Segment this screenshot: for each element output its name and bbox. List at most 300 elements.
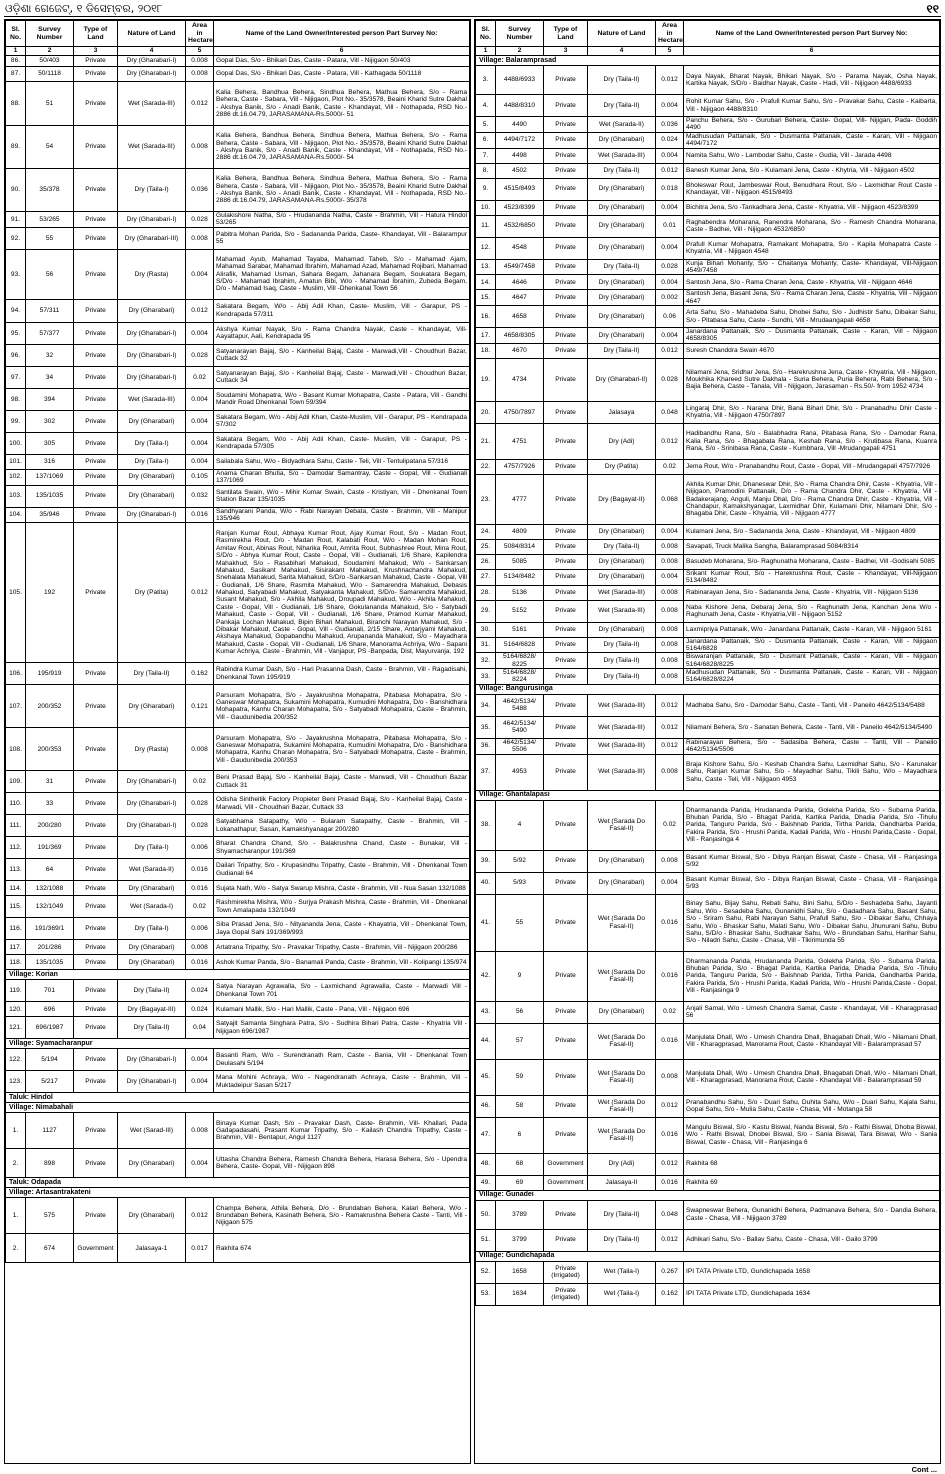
table-row [476,850,940,872]
survey-number-cell: 64 [26,859,74,881]
sl-cell: 88. [6,82,26,126]
area-cell: 0.016 [656,1175,684,1190]
column-number-row [476,47,940,56]
survey-number-cell: 50/1118 [26,67,74,82]
survey-number-cell: 4515/8493 [496,178,544,200]
land-nature-cell: Dry (Taila-I) [118,169,186,212]
table-row [6,432,470,454]
table-row [476,1175,940,1190]
sl-cell: 24. [476,524,496,539]
table-row [6,1113,470,1149]
owner-cell: Basant Kumar Biswal, S/o - Dibya Ranjan Biswal, Caste - Chasa, Vill - Ranjasinga 5/93 [684,872,940,894]
table-row [476,163,940,178]
table-row [476,1200,940,1229]
village-heading: Village: Artasantrakateni [6,1188,470,1198]
land-type-cell: Private [74,410,118,432]
sl-cell: 90. [6,169,26,212]
sl-cell: 43. [476,1001,496,1023]
owner-cell: Satyabhama Satapathy, W/o - Bularam Satapathy, Caste - Brahmin, Vill - Lokanathapur, Sasan, Kamakshyanagar 200/280 [214,815,470,837]
table-body-left [6,56,470,1263]
land-type-cell: Private [544,951,588,1001]
owner-cell: Bichitra Jena, S/o -Tankadhara Jena, Caste - Khyatria, Vill - Nijigaon 4523/8399 [684,200,940,215]
area-cell: 0.008 [186,56,214,67]
land-type-cell: Private [74,940,118,955]
land-nature-cell: Dry (Taila-II) [588,669,656,685]
table-row [6,227,470,249]
owner-cell: Anjali Samal, W/o - Umesh Chandra Samal, Caste - Khandayat, Vill - Kharagprasad 56 [684,1001,940,1023]
land-nature-cell: Dry (Gharabari) [118,469,186,485]
table-row [6,815,470,837]
survey-number-cell: 5161 [496,622,544,637]
sl-cell: 2. [6,1234,26,1263]
table-row [476,1001,940,1023]
table-row [476,637,940,653]
village-heading-row [476,790,940,800]
owner-cell: Parsuram Mohapatra, S/o - Jayakrushna Mohapatra, Pitabasa Mohapatra, S/o - Ganeswar Mohapatra, Sukamini Mohapatra, Kumudini Mohapatra, D/o - Banshidhara Mohapatra, Kanhu Charan Mohapatra, S/o - Satyabadi Mohapatra, Caste - Brahmin, Vill - Gaudunibedia 200/352 [214,685,470,728]
village-heading: Taluk: Odapada [6,1178,470,1188]
owner-cell: Rabindra Kumar Dash, S/o - Hari Prasanna Dash, Caste - Brahmin, Vill - Ragadisahi, Dhenkanal Town 195/919 [214,663,470,685]
sl-cell: 119. [6,980,26,1002]
survey-number-cell: 5134/8482 [496,569,544,585]
land-type-cell: Private [74,685,118,728]
area-cell: 0.004 [186,1149,214,1178]
survey-number-cell: 58 [496,1095,544,1117]
land-nature-cell: Dry (Gharabari-I) [118,771,186,793]
area-cell: 0.012 [186,82,214,126]
owner-cell: Madhusudan Pattanaik, S/o - Dusmanta Pattanaik, Caste - Karan, Vill - Nijigaon 4494/7172 [684,132,940,148]
col-number: 6 [684,47,940,56]
area-cell: 0.008 [186,67,214,82]
land-type-cell: Private [544,894,588,951]
owner-cell: Champa Behera, Athila Behera, D/o - Brundaban Behera, Kalari Behera, W/o - Brundaban Behera, Kasinath Behera, S/o - Ramakrushna Behera Caste - Tanti, Vill - Nijigaon 575 [214,1198,470,1234]
land-type-cell: Private [544,1229,588,1251]
owner-cell: Binay Sahu, Bijay Sahu, Rebati Sahu, Bini Sahu, S/D/o - Seshadeba Sahu, Jayanti Sahu, W/o - Sesadeba Sahu, Gunanidhi Sahu, S/o - Gadadhara Sahu, Basant Sahu, S/o - Sriram Sahu, Rabi Narayan Sahu, Prafull Sahu, S/o - Dibakar Sahu, Chhaya Sahu, W/o - Bhaskar Sahu, Malati Sahu, W/o - Dibakar Sahu, Jhunurani Sahu, Bubu Sahu, S/D/o - Bhaskar Sahu, Sudhakar Sahu, W/o - Brundaban Sahu, Harihar Sahu, S/o - Niladri Sahu, Caste - Chasa, Vill - Tikirimunda 55 [684,894,940,951]
area-cell: 0.028 [186,793,214,815]
table-row [6,169,470,212]
table-row [6,793,470,815]
land-type-cell: Private [544,800,588,850]
sl-cell: 33. [476,669,496,685]
owner-cell: Artatrana Tripathy, S/o - Pravakar Tripathy, Caste - Brahmin, Vill - Nijigaon 200/286 [214,940,470,955]
sl-cell: 36. [476,738,496,754]
village-heading: Taluk: Hindol [6,1093,470,1103]
table-row [476,1153,940,1175]
area-cell: 0.008 [656,622,684,637]
land-nature-cell: Dry (Taila-II) [588,66,656,95]
owner-cell: Prafull Kumar Mohapatra, Ramakant Mohapatra, S/o - Kapila Mohapatra Caste - Khyatria, Vill - Nijigaon 4548 [684,237,940,259]
sl-cell: 113. [6,859,26,881]
sl-cell: 114. [6,881,26,896]
header-area: Area in Hectare [186,21,214,47]
land-type-cell: Private [544,275,588,290]
col-number: 4 [588,47,656,56]
survey-number-cell: 34 [26,366,74,388]
sl-cell: 16. [476,306,496,328]
table-row [476,200,940,215]
land-type-cell: Private [544,600,588,622]
table-row [476,259,940,275]
area-cell: 0.004 [186,388,214,410]
owner-cell: Mangulu Biswal, S/o - Kastu Biswal, Nanda Biswal, S/o - Rathi Biswal, Dhoba Biswal, W/o - Rathi Biswal, Dhobei Biswal, S/o - Sania Biswal, Tara Biswal, W/o - Sania Biswal, Caste - Chasa, Vill - Ranjasinga 6 [684,1117,940,1153]
owner-cell: Rohit Kumar Sahu, S/o - Prafull Kumar Sahu, S/o - Pravakar Sahu, Caste - Kaibarta, Vill - Nijigaon 4488/8310 [684,95,940,117]
table-row [476,951,940,1001]
owner-cell: Dharmananda Parida, Hrudananda Parida, Golekha Parida, S/o - Subarna Parida, Bhuban Parida, S/o - Bhagat Parida, Kartika Parida, Dhadia Parida, S/o -Tihulu Parida, Tanguru Parida, S/o - Baishnab Parida, Tirtha Parida, Gandharba Parida, Fakira Parida, S/o - Hrushi Parida, Kadali Parida, W/o - Hrushi Parida,Caste - Gopal, Vill - Ranjasinga 4 [684,800,940,850]
land-type-cell: Private [74,1071,118,1093]
owner-cell: Sakatara Begam, W/o - Abij Adil Khan, Caste- Muslim, Vill - Garapur, PS - Kendrapada 57/311 [214,299,470,322]
survey-number-cell: 9 [496,951,544,1001]
land-nature-cell: Dry (Gharabari) [118,485,186,507]
sl-cell: 25. [476,539,496,554]
land-nature-cell: Dry (Adi) [588,1153,656,1175]
land-type-cell: Private [74,322,118,344]
survey-number-cell: 5164/6828/ 8224 [496,669,544,685]
land-nature-cell: Dry (Patita) [588,459,656,474]
land-nature-cell: Wet (Sarada-II) [118,859,186,881]
land-nature-cell: Wet (Sarada-III) [588,585,656,600]
land-type-cell: Private [544,163,588,178]
land-nature-cell: Wet (Sarada Do Fasal-II) [588,1095,656,1117]
table-row [6,1149,470,1178]
table-row [6,1234,470,1263]
land-table-left [5,20,470,1263]
table-row [476,1229,940,1251]
table-row [6,955,470,970]
owner-cell: Gopal Das, S/o - Bhikari Das, Caste - Patara, Vill - Kathagada 50/1118 [214,67,470,82]
survey-number-cell: 1634 [496,1283,544,1305]
area-cell: 0.004 [186,322,214,344]
sl-cell: 49. [476,1175,496,1190]
area-cell: 0.012 [656,423,684,459]
col-number: 5 [186,47,214,56]
survey-number-cell: 51 [26,82,74,126]
village-heading-row [6,1188,470,1198]
continued-note: Cont ... [911,1465,937,1474]
header-owner: Name of the Land Owner/Interested person Part Survey No: [684,21,940,47]
land-type-cell: Private [544,178,588,200]
sl-cell: 115. [6,896,26,918]
survey-number-cell: 137/1069 [26,469,74,485]
survey-number-cell: 3789 [496,1200,544,1229]
land-type-cell: Private [544,872,588,894]
area-cell: 0.008 [186,728,214,771]
owner-cell: Santilata Swain, W/o - Mihir Kumar Swain, Caste - Kristiyan, Vill - Dhenkanal Town Station Bazar 135/1035 [214,485,470,507]
sl-cell: 123. [6,1071,26,1093]
owner-cell: Janardana Pattanaik, S/o - Dusmanta Pattanaik, Caste - Karan, Vill - Nijigaon 4658/8305 [684,328,940,344]
owner-cell: IPI TATA Private LTD, Gundichapada 1658 [684,1261,940,1283]
land-nature-cell: Wet (Sarada Do Fasal-II) [588,1023,656,1059]
land-type-cell: Private [74,815,118,837]
survey-number-cell: 191/369 [26,837,74,859]
land-type-cell: Private [544,148,588,163]
survey-number-cell: 4 [496,800,544,850]
survey-number-cell: 132/1049 [26,896,74,918]
owner-cell: Rakhita 68 [684,1153,940,1175]
area-cell: 0.008 [656,669,684,685]
owner-cell: Banesh Kumar Jena, S/o - Kulamani Jena, Caste - Khytria, Vill - Nijigaon 4502 [684,163,940,178]
land-nature-cell: Dry (Rasta) [118,249,186,299]
land-type-cell: Private [544,1001,588,1023]
village-heading-row [6,970,470,980]
land-nature-cell: Dry (Gharabari) [588,178,656,200]
area-cell: 0.004 [186,410,214,432]
table-row [476,1059,940,1095]
owner-cell: Santosh Jena, S/o - Rama Charan Jena, Caste - Khyatria, Vill - Nijigaon 4646 [684,275,940,290]
land-type-cell: Private [74,469,118,485]
owner-cell: Dharmananda Parida, Hrudananda Parida, Golekha Parida, S/o - Subarna Parida, Bhuban Parida, S/o - Bhagat Parida, Kartika Parida, Dhadia Parida, S/o -Tihulu Parida, Tanguru Parida, S/o - Baishnab Parida, Tirtha Parida, Gandharba Parida, Fakira Parida, S/o - Hrushi Parida, Kadali Parida, W/o - Hrushi Parida,Caste - Gopal, Vill - Ranjasinga 9 [684,951,940,1001]
survey-number-cell: 5136 [496,585,544,600]
header-nature: Nature of Land [118,21,186,47]
land-nature-cell: Dry (Gharabari-I) [118,1049,186,1071]
sl-cell: 12. [476,237,496,259]
land-nature-cell: Dry (Taila-II) [118,663,186,685]
land-type-cell: Private [544,215,588,237]
owner-cell: Suresh Chanddra Swain 4670 [684,343,940,358]
land-nature-cell: Wet (Sarada-III) [588,148,656,163]
land-nature-cell: Dry (Gharabari) [588,872,656,894]
owner-cell: Anama Charan Bhutia, S/o - Damodar Samantray, Caste - Gopal, Vill - Gudianali 137/1069 [214,469,470,485]
village-heading-row [6,1103,470,1113]
gazette-title: ଓଡ଼ିଶା ଗେଜେଟ୍, ୧ ଡିସେମ୍ବର, ୨୦୧୮ [5,2,163,15]
survey-number-cell: 68 [496,1153,544,1175]
land-nature-cell: Dry (Taila-I) [118,454,186,469]
area-cell: 0.017 [186,1234,214,1263]
table-row [476,358,940,401]
table-row [476,1095,940,1117]
land-nature-cell: Dry (Gharabari) [118,685,186,728]
land-nature-cell: Dry (Taila-I) [118,918,186,940]
sl-cell: 13. [476,259,496,275]
survey-number-cell: 56 [26,249,74,299]
survey-number-cell: 575 [26,1198,74,1234]
land-nature-cell: Dry (Gharabari-I) [118,322,186,344]
land-nature-cell: Dry (Gharabari) [588,622,656,637]
sl-cell: 40. [476,872,496,894]
survey-number-cell: 54 [26,126,74,169]
land-type-cell: Private [74,388,118,410]
owner-cell: Ranjan Kumar Rout, Abhaya Kumar Rout, Ajay Kumar Rout, S/o - Madan Rout, Rasmirekha Rout, D/o - Madan Rout, Kalabati Rout, W/o - Madan Mohan Rout, Amitav Rout, Abinas Rout, Niharika Rout, Amrita Rout, Subhashree Rout, Mina Rout, S/D/o - Abhya Kumar Rout, Caste - Gopal, Vill - Gudianali, 1/6 Share, Kapilendra Mahakhud, S/o - Rasabihari Mahakud, Soudamini Mahakud, W/o - Sankarsan Mahakud, Sasikant Mahakud, Sisirakant Mahakud, Krushnachandra Mahakud, Snehalata Mahakud, Sarita Mahakud, S/D/o -Sankarsan Mahakud, Caste - Gopal, Vill - Gudianali, 1/6 Share, Rasmita Mahakud, W/o - Samarendra Mahakud, Debasis Mahakud, Satyabadi Mahakud, Satyakanta Mahakud, S/D/o- Samarendra Mahakud, Susant Mahakud, S/o - Akhila Mahakud, Droupadi Mahakud, W/o - Akhila Mahakud, Caste - Gopal, Vill - Gudianali, 1/6 Share, Gokulananda Mahakud, S/o - Satybadi Mahakud, Caste - Gopal, Vill - Gudianali, 1/6 Share, Pramod Kumar Mahakud, Pankaja Lochan Mahakud, Bipin Bihari Mahakud, Biranchi Narayan Mahakud, S/o - Dibakar Mahakud, Caste - Gopal, Vill - Gudianali, 2/15 Share, Antarjyami Mahakud, Akshaya Mahakud, Gopabandhu Mahakud, Arupananda Mahakud, S/o - Mayadhara Mahakud, Caste - Gopal, Vill - Gudianali, 1/6 Share, Manorama Achriya, W/o - Sapani Kumar Achriya, Caste - Brahmin, Vill - Vanjapur, PS -Banpada, Dist, Mayurvanja. 192 [214,523,470,663]
survey-number-cell: 4488/6933 [496,66,544,95]
land-type-cell: Private [74,1113,118,1149]
land-type-cell: Private [544,423,588,459]
survey-number-cell: 5152 [496,600,544,622]
sl-cell: 118. [6,955,26,970]
area-cell: 0.012 [656,1229,684,1251]
table-row [6,1049,470,1071]
land-type-cell: Private [74,728,118,771]
table-row [476,423,940,459]
land-nature-cell: Dry (Gharabari) [588,275,656,290]
owner-cell: Madhaba Sahu, S/o - Damodar Sahu, Caste - Tanti, Vill - Paneilo 4642/5134/5488 [684,694,940,716]
sl-cell: 38. [476,800,496,850]
sl-cell: 116. [6,918,26,940]
survey-number-cell: 1658 [496,1261,544,1283]
area-cell: 0.012 [656,1095,684,1117]
survey-number-cell: 135/1035 [26,955,74,970]
owner-cell: Rakhita 69 [684,1175,940,1190]
area-cell: 0.02 [186,366,214,388]
area-cell: 0.012 [656,738,684,754]
sl-cell: 94. [6,299,26,322]
area-cell: 0.004 [186,1071,214,1093]
sl-cell: 108. [6,728,26,771]
survey-number-cell: 35/946 [26,507,74,523]
sl-cell: 101. [6,454,26,469]
land-type-cell: Private [544,328,588,344]
land-nature-cell: Wet (Sarada-I) [118,896,186,918]
land-type-cell: Private [74,793,118,815]
owner-cell: Gulakishore Natha, S/o - Hrudananda Natha, Caste - Brahmin, Vill - Hatura Hindol 53/265 [214,212,470,228]
sl-cell: 51. [476,1229,496,1251]
col-number: 2 [26,47,74,56]
land-type-cell: Private [74,507,118,523]
area-cell: 0.004 [656,524,684,539]
table-row [476,524,940,539]
area-cell: 0.008 [656,554,684,569]
survey-number-cell: 3799 [496,1229,544,1251]
sl-cell: 41. [476,894,496,951]
table-row [6,67,470,82]
survey-number-cell: 4642/5134/ 5506 [496,738,544,754]
owner-cell: Savapati, Truck Malika Sangha, Balaramprasad 5084/8314 [684,539,940,554]
land-nature-cell: Dry (Taila-II) [588,163,656,178]
sl-cell: 17. [476,328,496,344]
land-nature-cell: Dry (Gharabari-I) [118,1071,186,1093]
area-cell: 0.004 [656,569,684,585]
col-number: 3 [74,47,118,56]
owner-cell: Nilamani Jena, Sridhar Jena, S/o - Harekrushna Jena, Caste - Khyatria, Vill - Nijigaon, Moukhika Khareed Sutre Dakhala - Suria Behera, Puria Behera, Rabi Behera, S/o - Bajia Behera, Caste - Tanala, Vill - Nijigaon, Jarasaman - Rs.50/- from 1952 4734 [684,358,940,401]
table-row [6,82,470,126]
survey-number-cell: 394 [26,388,74,410]
owner-cell: Panchu Behera, S/o - Gurubari Behera, Caste- Gopal, Vill- Nijigan, Pada- Goddih 4490 [684,117,940,133]
table-row [6,1017,470,1039]
land-nature-cell: Dry (Gharabari) [118,881,186,896]
sl-cell: 117. [6,940,26,955]
land-type-cell: Private [74,169,118,212]
land-type-cell: Private [544,622,588,637]
land-nature-cell: Dry (Taila-II) [588,95,656,117]
sl-cell: 95. [6,322,26,344]
area-cell: 0.105 [186,469,214,485]
survey-number-cell: 4642/5134/ 5488 [496,694,544,716]
land-nature-cell: Dry (Gharabari) [118,410,186,432]
owner-cell: Mahamad Ayub, Mahamad Tayaba, Mahamad Taheb, S/o - Mahamad Ajam, Mahamad Sarabar, Mahamad Ibrahim, Mahamad Azad, Mahamad Rojibari, Mahamad Alirafik, Mahamad Usman, Sahara Begam, Jahanara Begam, Soukatara Begam, S/D/o - Mahamad Ibrahim, Amatun Bibi, W/o - Mahamad Ibrahim, Zubeda Begam, D/o - Mahamad Isaq, Caste - Muslim, Vill -Dhenkanal Town 56 [214,249,470,299]
land-nature-cell: Dry (Gharabari-I) [118,67,186,82]
owner-cell: Kalia Behera, Bandhua Behera, Sindhua Behera, Mathua Behera, S/o - Rama Behera, Caste - Sabara, Vill - Nijigaon, Plot No.- 35/3578, Beaini Kharid Sutre Dakhal - Akshya Banik, S/o - Anadi Banik, Caste - Khandayat, Vill - Nothapada, RSD No.- 2886 dt.16.04.79, JARASAMANA-Rs.5000/- 51 [214,82,470,126]
land-type-cell: Private [544,66,588,95]
area-cell: 0.012 [656,66,684,95]
owner-cell: Hadibandhu Rana, S/o - Balabhadra Rana, Pitabasa Rana, S/o - Damodar Rana, Kalia Rana, S/o - Bhagabata Rana, Keshab Rana, S/o - Krutibasa Rana, Kuanra Rana, S/o - Srinibasa Rana, Caste - Kumbhara, Vill -Mrudangapali 4751 [684,423,940,459]
land-type-cell: Private [544,585,588,600]
area-cell: 0.008 [656,754,684,790]
survey-number-cell: 57 [496,1023,544,1059]
table-row [6,485,470,507]
owner-cell: Ashok Kumar Panda, S/o - Banamali Panda, Caste - Brahmin, Vill - Kolipangi 135/974 [214,955,470,970]
survey-number-cell: 56 [496,1001,544,1023]
survey-number-cell: 57/377 [26,322,74,344]
area-cell: 0.028 [186,212,214,228]
owner-cell: Basudeb Moharana, S/o- Raghunatha Moharana, Caste - Badhei, Vill -Godisahi 5085 [684,554,940,569]
owner-cell: Akshya Kumar Nayak, S/o - Rama Chandra Nayak, Caste - Khandayat, Vill- Aayattapur, Aali, Kendrapada 95 [214,322,470,344]
survey-number-cell: 4734 [496,358,544,401]
survey-number-cell: 316 [26,454,74,469]
header-nature: Nature of Land [588,21,656,47]
area-cell: 0.004 [186,1049,214,1071]
sl-cell: 4. [476,95,496,117]
land-nature-cell: Wet (Taila-I) [588,1261,656,1283]
area-cell: 0.024 [656,132,684,148]
land-nature-cell: Dry (Gharabari) [588,1001,656,1023]
land-type-cell: Private [544,358,588,401]
land-type-cell: Private [544,290,588,306]
left-column [4,19,471,1464]
area-cell: 0.121 [186,685,214,728]
sl-cell: 103. [6,485,26,507]
survey-number-cell: 192 [26,523,74,663]
land-type-cell: Private [544,716,588,738]
sl-cell: 32. [476,653,496,669]
area-cell: 0.028 [656,358,684,401]
owner-cell: Sandhyarani Panda, W/o - Rabi Narayan Debata, Caste - Brahmin, Vill - Manipur 135/946 [214,507,470,523]
land-nature-cell: Dry (Gharabari-I) [118,344,186,366]
col-number: 6 [214,47,470,56]
area-cell: 0.008 [656,850,684,872]
sl-cell: 86. [6,56,26,67]
land-nature-cell: Dry (Taila-II) [588,539,656,554]
area-cell: 0.004 [186,432,214,454]
owner-cell: Dailari Tripathy, S/o - Krupasindhu Tripathy, Caste - Brahmin, Vill - Dhenkanal Town Gudianali 64 [214,859,470,881]
sl-cell: 8. [476,163,496,178]
area-cell: 0.016 [656,894,684,951]
table-row [6,728,470,771]
village-heading-row [476,56,940,66]
land-nature-cell: Dry (Gharabari) [118,1198,186,1234]
col-number: 2 [496,47,544,56]
table-row [6,980,470,1002]
land-nature-cell: Dry (Gharabari-I) [118,793,186,815]
header-row [6,21,470,47]
owner-cell: Braja Kishore Sahu, S/o - Keshab Chandra Sahu, Laxmidhar Sahu, S/o - Karunakar Sahu, Ranjan Kumar Sahu, S/o - Mayadhar Sahu, Tikili Sahu, W/o - Mayadhara Sahu, Caste - Teli, Vill - Nijigaon 4953 [684,754,940,790]
table-row [476,178,940,200]
land-nature-cell: Dry (Gharabari-II) [588,358,656,401]
owner-cell: Bholeswar Rout, Jambeswar Rout, Benudhara Rout, S/o - Laxmidhar Rout Caste - Khandayat, Vill - Nijigaon 4515/8493 [684,178,940,200]
area-cell: 0.012 [186,299,214,322]
area-cell: 0.267 [656,1261,684,1283]
table-row [476,328,940,344]
land-nature-cell: Dry (Gharabari) [588,215,656,237]
table-row [6,663,470,685]
area-cell: 0.024 [186,1002,214,1017]
table-row [476,894,940,951]
owner-cell: Raghabendra Moharana, Ranendra Moharana, S/o - Ramesh Chandra Moharana, Caste - Badhei, Vill - Nijigaon 4532/6850 [684,215,940,237]
land-nature-cell: Dry (Taila-II) [118,1017,186,1039]
land-nature-cell: Jalasaya-II [588,1175,656,1190]
survey-number-cell: 35/378 [26,169,74,212]
village-heading: Village: Balaramprasad [476,56,940,66]
survey-number-cell: 696 [26,1002,74,1017]
masthead [0,0,945,16]
area-cell: 0.016 [186,507,214,523]
owner-cell: Basanti Ram, W/o - Surendranath Ram, Caste - Bania, Vill - Dhenkanal Town Deulasahi 5/194 [214,1049,470,1071]
land-nature-cell: Dry (Gharabari) [588,328,656,344]
sl-cell: 107. [6,685,26,728]
sl-cell: 50. [476,1200,496,1229]
area-cell: 0.004 [186,454,214,469]
land-type-cell: Private [544,200,588,215]
land-type-cell: Private [74,227,118,249]
sl-cell: 23. [476,474,496,524]
owner-cell: Satya Narayan Agrawalla, S/o - Laxmichand Agrawalla, Caste - Marwadi Vill - Dhenkanal Town 701 [214,980,470,1002]
owner-cell: Kulamani Jena, S/o - Sadananda Jena, Caste - Khandayat, Vill - Nijigaon 4809 [684,524,940,539]
